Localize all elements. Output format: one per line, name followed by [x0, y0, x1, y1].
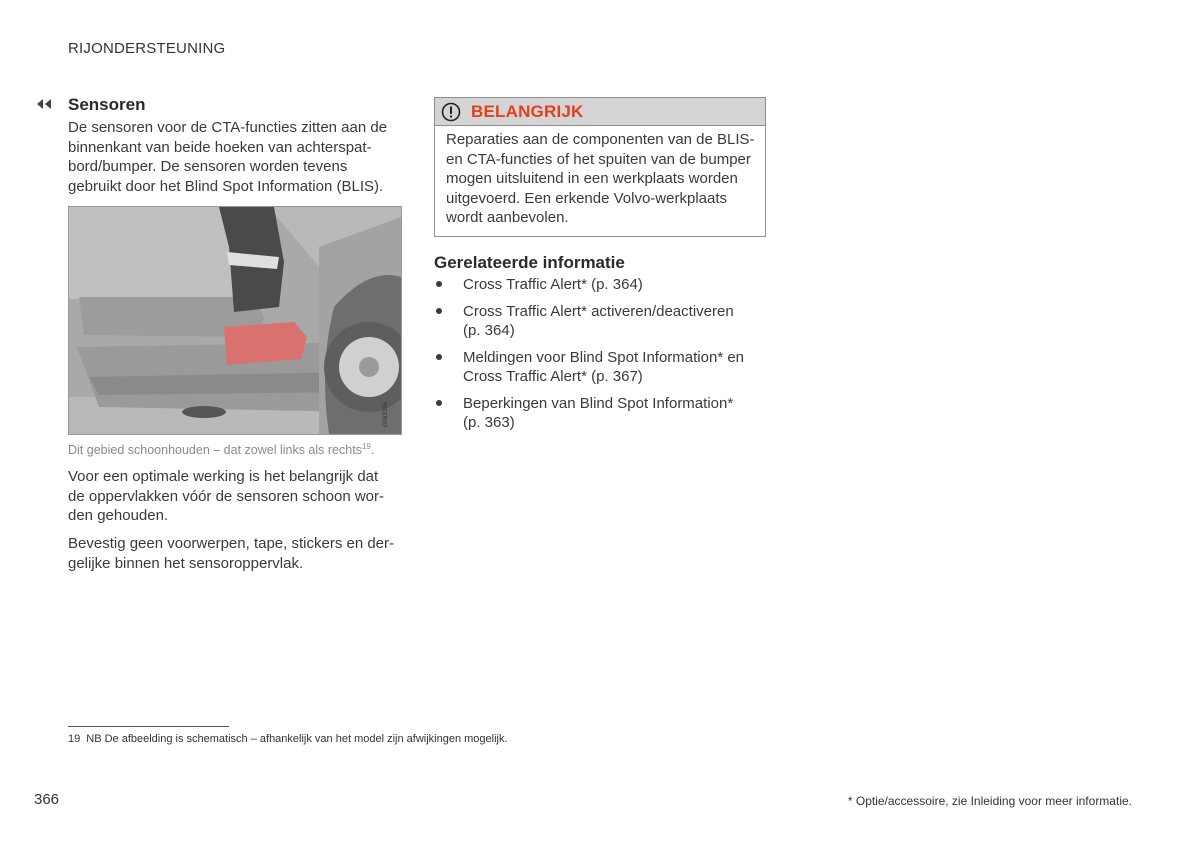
related-link-text[interactable]: Cross Traffic Alert* (p. 364) — [463, 276, 643, 293]
caption-end: . — [370, 443, 375, 458]
page-header: RIJONDERSTEUNING — [68, 40, 226, 57]
footnote — [68, 733, 508, 745]
footnote-divider — [68, 726, 229, 727]
important-notice — [434, 97, 766, 237]
page-number: 366 — [34, 791, 60, 808]
bullet-icon — [436, 281, 442, 287]
exclamation-icon — [441, 102, 461, 122]
related-link-cta[interactable] — [434, 275, 754, 295]
footnote-number: 19 — [68, 733, 81, 745]
related-link-cta-activate[interactable] — [434, 302, 754, 341]
related-link-text[interactable]: Cross Traffic Alert* activeren/deactiveren (p. 364) — [463, 302, 734, 339]
footer-note: * Optie/accessoire, zie Inleiding voor meer informatie. — [847, 794, 1132, 808]
caption-text: Dit gebied schoonhouden – dat zowel links als rechts — [68, 443, 362, 458]
back-arrows-icon[interactable] — [36, 98, 52, 110]
important-text: Reparaties aan de componenten van de BLIS- en CTA-functies of het spuiten van de bumper mogen uitsluitend in een werkplaats worden uitgevoerd. Een erkende Volvo-werkplaats wordt aanbevolen. — [446, 131, 755, 226]
sensor-figure — [68, 206, 402, 435]
bullet-icon — [436, 308, 442, 314]
mounting-paragraph: Bevestig geen voorwerpen, tape, stickers en dergelijke binnen het sensoroppervlak. — [68, 535, 395, 572]
bullet-icon — [436, 354, 442, 360]
related-info-title: Gerelateerde informatie — [434, 253, 625, 272]
related-link-text[interactable]: Beperkingen van Blind Spot Information* (p. 363) — [463, 394, 734, 431]
car-rear-illustration — [69, 207, 401, 434]
related-link-text[interactable]: Meldingen voor Blind Spot Information* en Cross Traffic Alert* (p. 367) — [463, 348, 745, 385]
related-link-blis-messages[interactable] — [434, 348, 754, 387]
bullet-icon — [436, 400, 442, 406]
cleaning-paragraph: Voor een optimale werking is het belangrijk dat de oppervlakken vóór de sensoren schoon worden gehouden. — [68, 468, 385, 524]
footnote-text: NB De afbeelding is schematisch – afhankelijk van het model zijn afwijkingen mogelijk. — [86, 733, 508, 745]
figure-caption — [68, 442, 374, 457]
important-header — [435, 98, 765, 126]
sensor-area-highlight — [224, 322, 307, 365]
section-title: Sensoren — [68, 95, 146, 114]
related-link-blis-limits[interactable] — [434, 394, 754, 433]
caption-footnote-ref[interactable]: 19 — [361, 442, 371, 451]
important-label: BELANGRIJK — [471, 101, 584, 121]
related-info-list — [434, 275, 754, 440]
figure-code: G053196 — [383, 402, 389, 427]
intro-paragraph: De sensoren voor de CTA-functies zitten aan de binnenkant van beide hoeken van achterspatbord/bumper. De sensoren worden tevens gebruikt door het Blind Spot Information (BLIS). — [68, 119, 388, 195]
